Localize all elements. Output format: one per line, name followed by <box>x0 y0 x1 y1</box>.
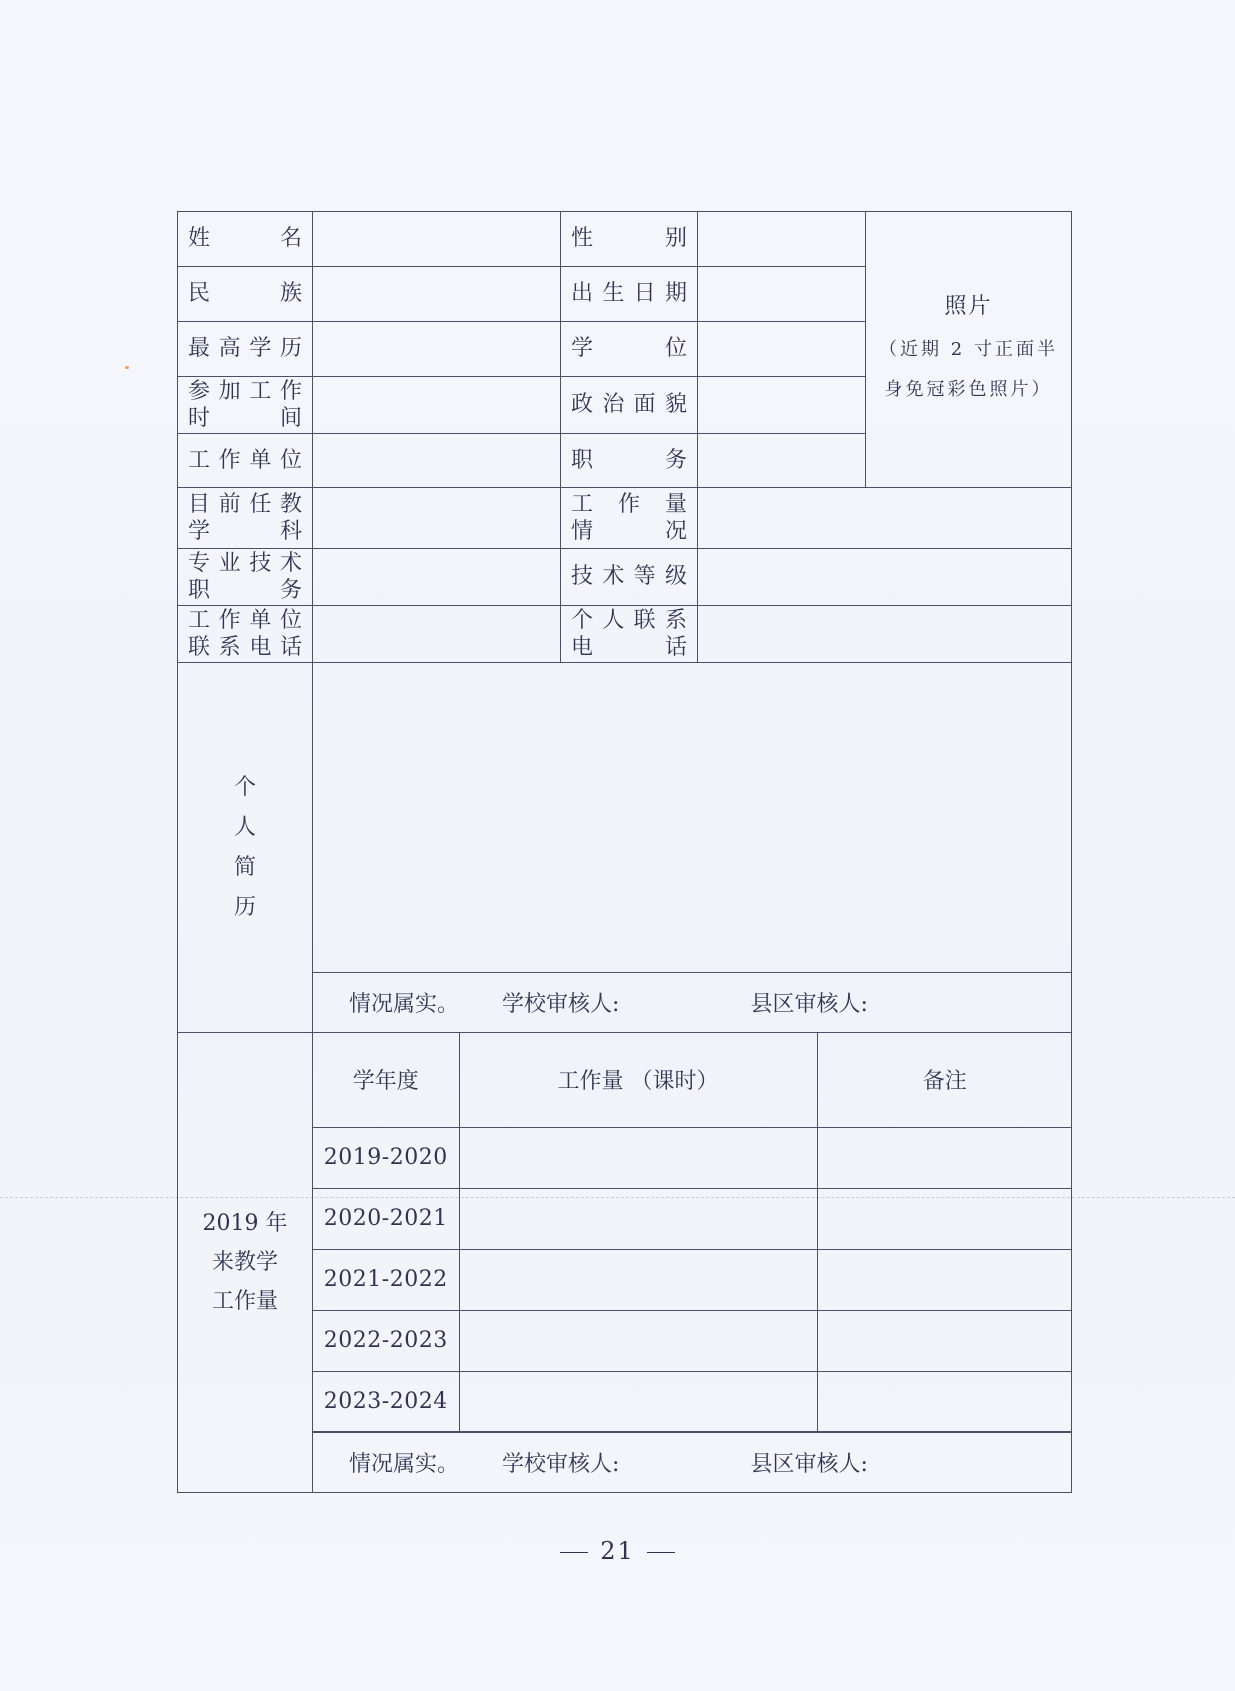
tech-grade-label: 技术等级 <box>571 564 687 589</box>
position-label: 职务 <box>571 447 687 473</box>
workload-table-cell <box>313 1033 1072 1433</box>
subject-field[interactable] <box>313 488 561 549</box>
year-cell: 2023-2024 <box>313 1371 459 1431</box>
personal-phone-label-cell <box>561 606 698 663</box>
page-number-dash-right <box>647 1552 675 1553</box>
ethnicity-label-cell <box>178 267 313 322</box>
workload-school-reviewer: 学校审核人: <box>502 1451 620 1477</box>
resume-char-2: 人 <box>233 814 256 840</box>
gender-label-cell <box>561 212 698 267</box>
year-cell: 2022-2023 <box>313 1310 459 1371</box>
hours-cell[interactable] <box>459 1127 817 1188</box>
workload-verify-row <box>313 1432 1072 1492</box>
resume-field[interactable] <box>313 663 1072 973</box>
resume-label-cell <box>178 663 313 1033</box>
employer-field[interactable] <box>313 434 561 488</box>
table-row <box>313 1249 1072 1310</box>
political-status-field[interactable] <box>698 377 866 434</box>
resume-verify-row <box>313 973 1072 1033</box>
page-number <box>0 1537 1235 1565</box>
photo-title: 照片 <box>944 294 993 319</box>
resume-verify-text: 情况属实。 <box>349 992 460 1017</box>
education-field[interactable] <box>313 322 561 377</box>
employer-phone-field[interactable] <box>313 606 561 663</box>
tech-title-label-a: 专业技术 <box>188 551 302 576</box>
employer-phone-label-b: 联系电话 <box>188 635 302 660</box>
note-cell[interactable] <box>817 1371 1072 1431</box>
hours-cell[interactable] <box>459 1371 817 1431</box>
political-label-cell <box>561 377 698 434</box>
year-cell: 2019-2020 <box>313 1127 459 1188</box>
workload-county-reviewer: 县区审核人: <box>750 1451 868 1477</box>
name-field[interactable] <box>313 212 561 267</box>
personal-phone-label-b: 电话 <box>571 635 687 660</box>
degree-label: 学位 <box>571 336 687 361</box>
workload-label-cell <box>561 488 698 549</box>
employer-label-cell <box>178 434 313 488</box>
work-start-label-b: 时间 <box>188 406 302 431</box>
tech-title-label-b: 职务 <box>188 578 302 603</box>
resume-county-reviewer: 县区审核人: <box>750 992 868 1017</box>
political-status-label: 政治面貌 <box>571 392 687 417</box>
resume-char-4: 历 <box>233 894 256 920</box>
year-cell: 2021-2022 <box>313 1249 459 1310</box>
birth-date-field[interactable] <box>698 267 866 322</box>
year-header: 学年度 <box>313 1033 459 1127</box>
workload-table <box>313 1033 1072 1432</box>
employer-phone-label-cell <box>178 606 313 663</box>
employer-phone-label-a: 工作单位 <box>188 608 302 633</box>
title-label-cell <box>178 549 313 606</box>
position-label-cell <box>561 434 698 488</box>
hours-header: 工作量 （课时） <box>459 1033 817 1127</box>
scan-speck <box>125 366 129 369</box>
gender-label: 性别 <box>571 226 687 251</box>
workload-field[interactable] <box>698 488 1072 549</box>
personal-phone-field[interactable] <box>698 606 1072 663</box>
subject-label-b: 学科 <box>188 519 302 544</box>
subject-label-cell <box>178 488 313 549</box>
birth-label-cell <box>561 267 698 322</box>
resume-char-1: 个 <box>233 774 256 800</box>
photo-box[interactable] <box>866 212 1072 488</box>
note-cell[interactable] <box>817 1249 1072 1310</box>
ethnicity-field[interactable] <box>313 267 561 322</box>
education-label-cell <box>178 322 313 377</box>
note-cell[interactable] <box>817 1188 1072 1249</box>
tech-title-field[interactable] <box>313 549 561 606</box>
hours-cell[interactable] <box>459 1310 817 1371</box>
workload-section-label-cell <box>178 1033 313 1493</box>
table-row <box>313 1371 1072 1431</box>
work-start-label-cell <box>178 377 313 434</box>
resume-char-3: 简 <box>233 854 256 880</box>
workload-label-a: 工作量 <box>571 492 687 517</box>
grade-label-cell <box>561 549 698 606</box>
table-row <box>313 1127 1072 1188</box>
photo-note-2: 身免冠彩色照片） <box>884 379 1053 400</box>
note-header: 备注 <box>817 1033 1072 1127</box>
table-row <box>313 1188 1072 1249</box>
birth-date-label: 出生日期 <box>571 281 687 306</box>
degree-label-cell <box>561 322 698 377</box>
hours-cell[interactable] <box>459 1249 817 1310</box>
gender-field[interactable] <box>698 212 866 267</box>
work-start-field[interactable] <box>313 377 561 434</box>
registration-form <box>177 211 1072 1493</box>
photo-note-1: （近期 2 寸正面半 <box>879 339 1058 360</box>
workload-section-line-2: 来教学 <box>211 1249 278 1275</box>
education-label: 最高学历 <box>188 336 302 361</box>
employer-label: 工作单位 <box>188 447 302 473</box>
work-start-label-a: 参加工作 <box>188 379 302 404</box>
year-cell: 2020-2021 <box>313 1188 459 1249</box>
personal-phone-label-a: 个人联系 <box>571 608 687 633</box>
page-number-dash-left <box>560 1552 588 1553</box>
tech-grade-field[interactable] <box>698 549 1072 606</box>
workload-section-line-3: 工作量 <box>211 1288 278 1314</box>
table-row <box>313 1310 1072 1371</box>
name-label: 姓名 <box>188 226 302 251</box>
subject-label-a: 目前任教 <box>188 492 302 517</box>
page-number-value: 21 <box>600 1537 635 1565</box>
degree-field[interactable] <box>698 322 866 377</box>
workload-verify-text: 情况属实。 <box>349 1451 460 1477</box>
note-cell[interactable] <box>817 1127 1072 1188</box>
name-label-cell <box>178 212 313 267</box>
note-cell[interactable] <box>817 1310 1072 1371</box>
workload-label-b: 情况 <box>571 519 687 544</box>
ethnicity-label: 民族 <box>188 281 302 306</box>
hours-cell[interactable] <box>459 1188 817 1249</box>
workload-section-line-1: 2019 年 <box>202 1210 288 1236</box>
position-field[interactable] <box>698 434 866 488</box>
resume-school-reviewer: 学校审核人: <box>502 992 620 1017</box>
